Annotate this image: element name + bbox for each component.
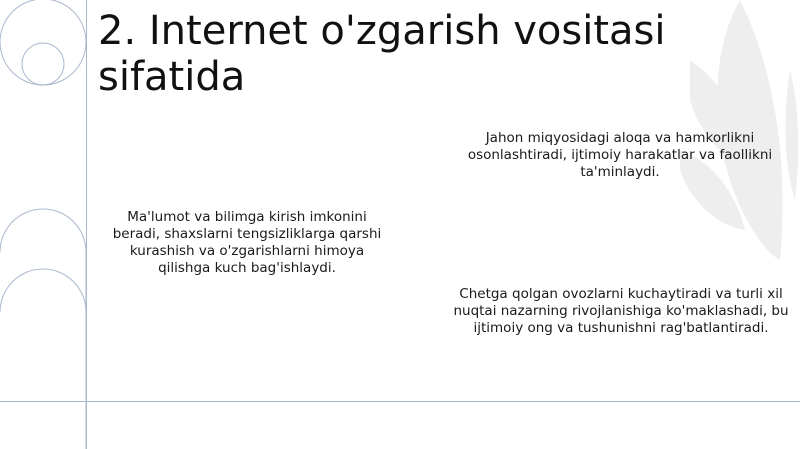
paragraph-global-communication: Jahon miqyosidagi aloqa va hamkorlikni osonlashtiradi, ijtimoiy harakatlar va faollikni ta'minlaydi. — [467, 130, 773, 180]
paragraph-amplify-voices: Chetga qolgan ovozlarni kuchaytiradi va turli xil nuqtai nazarning rivojlanishiga ko'maklashadi, bu ijtimoiy ong va tushunishni rag'batlantiradi. — [453, 286, 789, 336]
slide-title: 2. Internet o'zgarish vositasi sifatida — [98, 8, 666, 100]
outline-circle-small — [22, 43, 64, 85]
outline-arch-upper — [0, 209, 86, 449]
outline-arch-lower — [0, 269, 86, 312]
paragraph-access-knowledge: Ma'lumot va bilimga kirish imkonini beradi, shaxslarni tengsizliklarga qarshi kurashish va o'zgarishlarni himoya qilishga kuch bag'ishlaydi. — [112, 209, 382, 276]
